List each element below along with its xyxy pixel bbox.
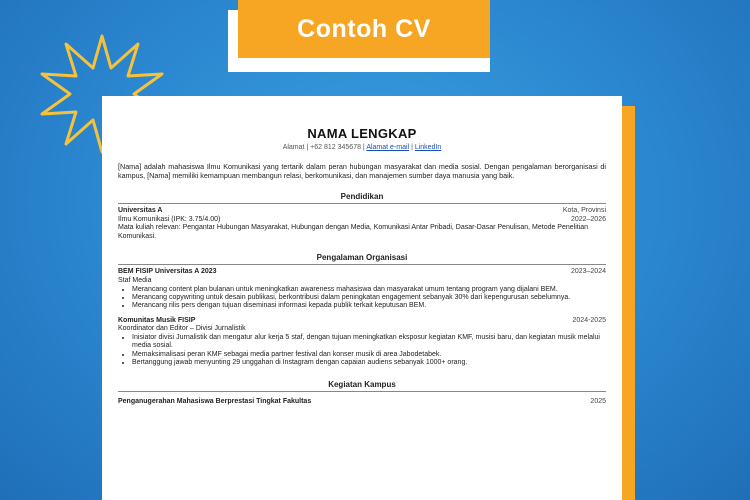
organization-role: Koordinator dan Editor – Divisi Jurnalistik bbox=[118, 325, 246, 333]
organization-name: Komunitas Musik FISIP bbox=[118, 316, 196, 324]
contact-address-phone: Alamat | +62 812 345678 | bbox=[282, 144, 365, 151]
organization-bullets bbox=[132, 286, 606, 311]
organization-bullets bbox=[132, 334, 606, 368]
section-title-education: Pendidikan bbox=[118, 192, 606, 204]
list-item: • Inisiator divisi Jurnalistik dan mengatur alur kerja 5 staf, dengan tujuan meningkatkan eksposur kegiatan KMF, musisi baru, dan kegiatan musik melalui media sosial. bbox=[132, 334, 606, 351]
title-banner bbox=[238, 0, 490, 58]
organization-period: 2023–2024 bbox=[570, 268, 606, 276]
contact-separator: | bbox=[411, 144, 413, 151]
cv-contact bbox=[118, 144, 606, 151]
list-item: • Bertanggung jawab menyunting 29 unggahan di Instagram dengan capaian audiens sebanyak 1000+ orang. bbox=[132, 359, 606, 367]
cv-summary: [Nama] adalah mahasiswa Ilmu Komunikasi yang tertarik dalam peran hubungan masyarakat dan media sosial. Dengan pengalaman berorganisasi di kampus, [Nama] memiliki kemampuan membangun relasi, berkomunikasi, dan manajemen sumber daya manusia yang baik. bbox=[118, 162, 606, 180]
campus-item: Penganugerahan Mahasiswa Berprestasi Tingkat Fakultas bbox=[118, 397, 312, 405]
education-location: Kota, Provinsi bbox=[562, 207, 606, 214]
campus-entry bbox=[118, 398, 606, 407]
organization-entry bbox=[118, 268, 606, 310]
list-item: • Merancang rilis pers dengan tujuan diseminasi informasi kepada publik terkait keputusan BEM. bbox=[132, 302, 606, 310]
organization-entry bbox=[118, 317, 606, 368]
campus-year: 2025 bbox=[590, 397, 606, 405]
education-school: Universitas A bbox=[118, 207, 163, 214]
education-entry bbox=[118, 207, 606, 241]
cv-name: NAMA LENGKAP bbox=[307, 126, 417, 141]
organization-period: 2024-2025 bbox=[572, 316, 606, 324]
education-major: Ilmu Komunikasi (IPK: 3.75/4.00) bbox=[118, 215, 221, 223]
page-title: Contoh CV bbox=[297, 14, 431, 43]
organization-role: Staf Media bbox=[118, 276, 152, 284]
education-period: 2022–2026 bbox=[570, 215, 606, 223]
list-item: • Merancang copywriting untuk desain publikasi, berkontribusi dalam peningkatan engagement sebanyak 30% dari kepengurusan sebelumnya. bbox=[132, 294, 606, 302]
email-link[interactable]: Alamat e-mail bbox=[366, 144, 410, 151]
section-title-organization: Pengalaman Organisasi bbox=[118, 253, 606, 265]
linkedin-link[interactable]: LinkedIn bbox=[414, 144, 442, 151]
cv-document bbox=[102, 96, 622, 500]
education-courses: Mata kuliah relevan: Pengantar Hubungan Masyarakat, Hubungan dengan Media, Komunikasi Antar Pribadi, Dasar-Dasar Penulisan, Metode Penelitian Komunikasi. bbox=[118, 224, 589, 240]
list-item: • Memaksimalisasi peran KMF sebagai media partner festival dan konser musik di area Jabodetabek. bbox=[132, 351, 606, 359]
organization-name: BEM FISIP Universitas A 2023 bbox=[118, 268, 217, 276]
list-item: • Merancang content plan bulanan untuk meningkatkan awareness mahasiswa dan masyarakat umum tentang program yang dijalani BEM. bbox=[132, 286, 606, 294]
section-title-campus: Kegiatan Kampus bbox=[118, 380, 606, 392]
